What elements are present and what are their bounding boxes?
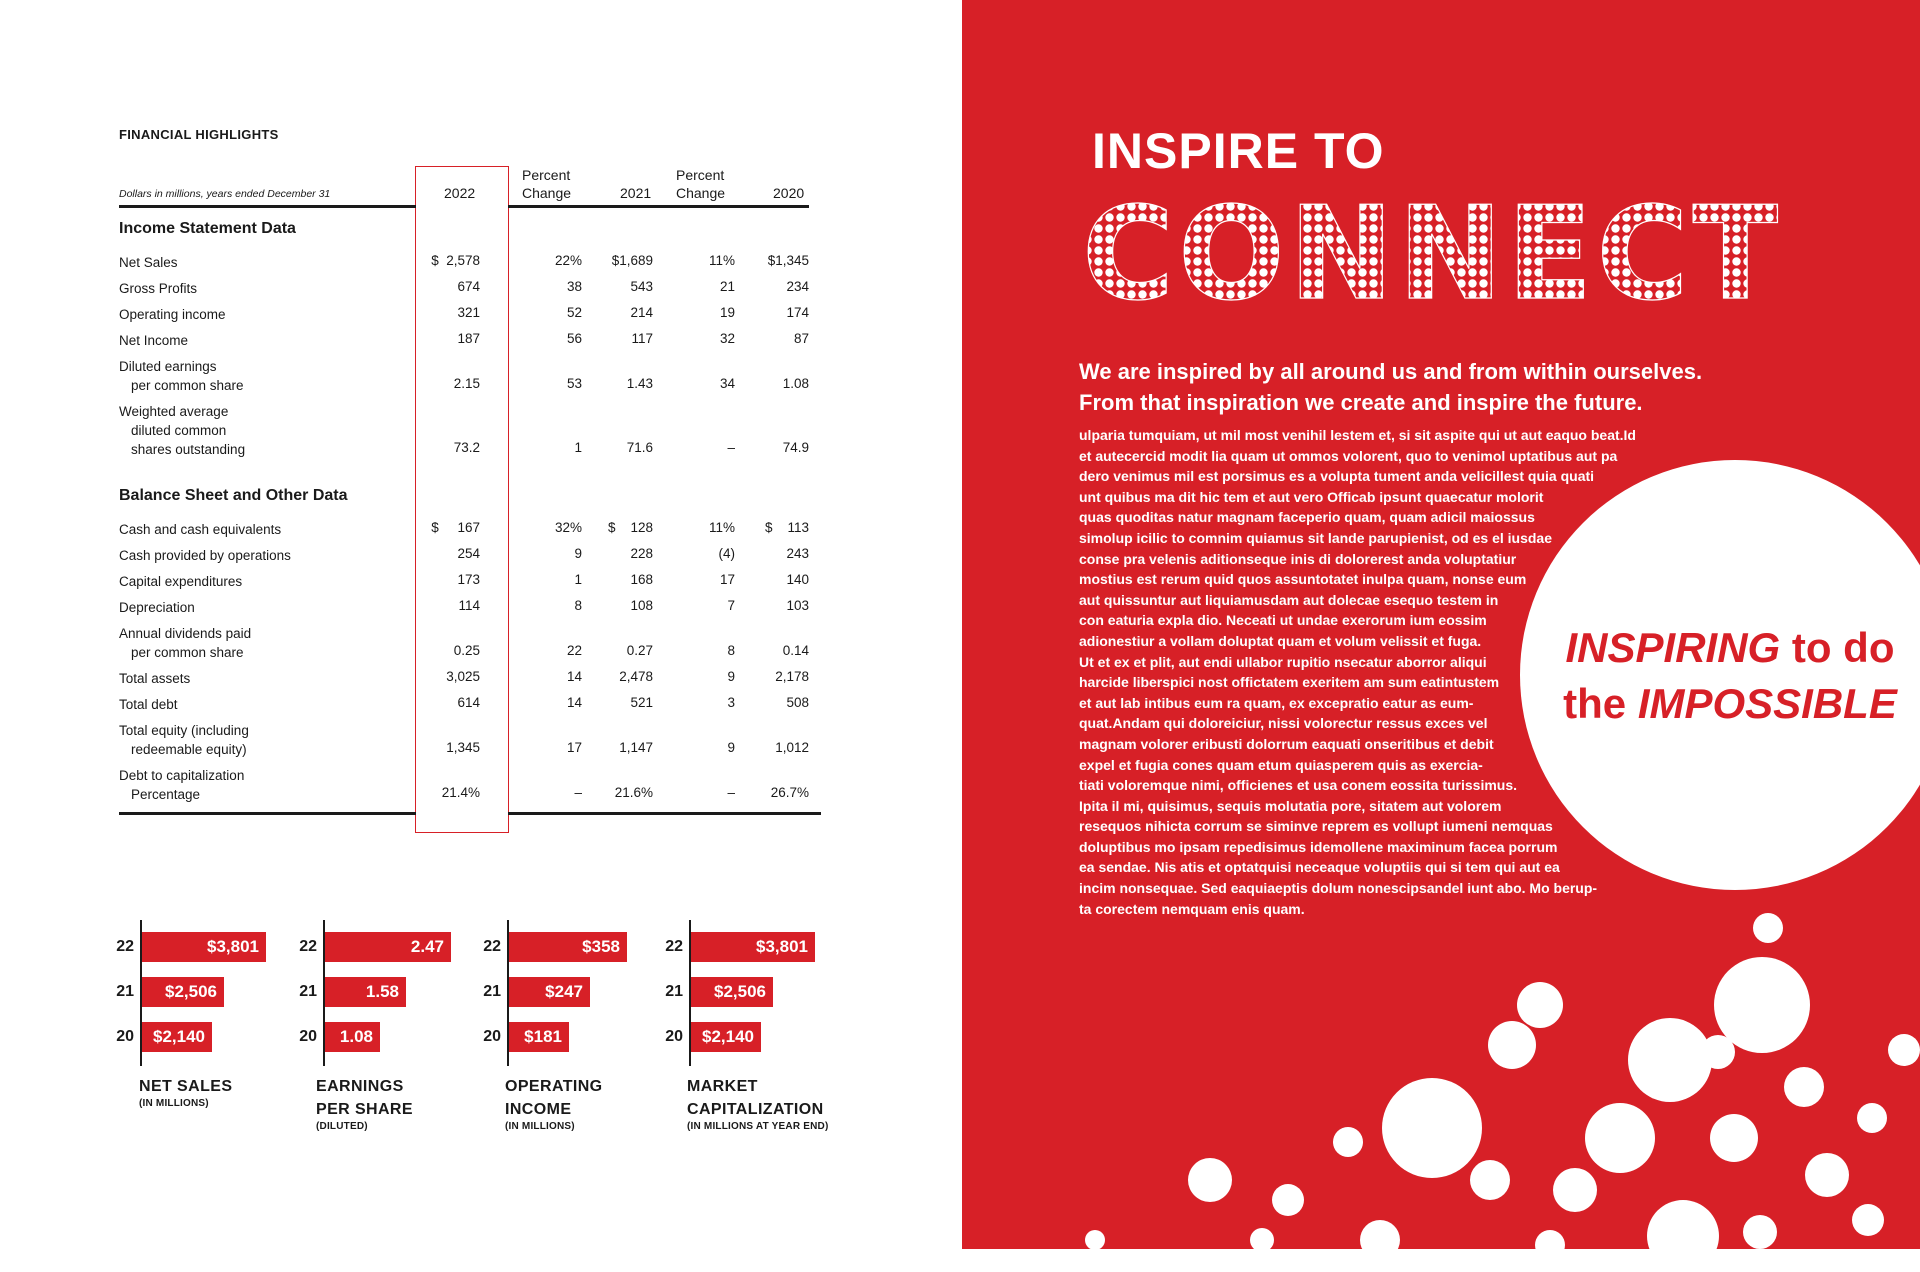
balance-row-p2: 17 [719,572,735,587]
body-line: expel et fugia cones quam etum quiasperem quis as exercia- [1079,756,1483,773]
chart-1-bar-value: 2.47 [410,937,444,956]
income-row-v2020: 1.08 [782,376,809,391]
footer-rule [119,812,416,815]
decorative-dot [1753,913,1783,943]
balance-row-v2021: 21.6% [614,785,653,800]
income-row-v2022: 187 [457,331,480,346]
chart-3-bar-value: $2,506 [714,982,766,1001]
income-row-v2021: 71.6 [626,440,653,455]
chart-2-bar-value: $247 [545,982,583,1001]
body-line: con eaturia expla dio. Neceati ut undae exerorum ium eossim [1079,612,1487,629]
body-line: adionestiur a vollam doluptat quam et volum velissit et fuga. [1079,632,1482,649]
balance-row-v2022: 0.25 [453,643,480,658]
body-line: Ut et ex et plit, aut endi ullabor rupitio nsecatur aborror aliqui [1079,653,1487,670]
balance-row-v2020: 140 [786,572,809,587]
table-subtitle: Dollars in millions, years ended December 31 [119,188,331,200]
body-line: tiati voloremque nimi, officienes et usa conem eossita turissimus. [1079,777,1518,794]
income-row-label: Net Income [119,333,189,348]
balance-row-v2020: 1,012 [775,740,809,755]
balance-row-v2022: 21.4% [441,785,480,800]
income-row-v2022: $ 2,578 [431,253,480,268]
chart-1-bar-value: 1.08 [339,1027,373,1046]
income-row-p1: 53 [566,376,582,391]
balance-row-v2020: 26.7% [770,785,809,800]
decorative-dot [1805,1153,1849,1197]
chart-0-year-label: 21 [116,983,134,1000]
caption-earnings-per-share: EARNINGS PER SHARE (DILUTED) [316,1078,413,1132]
balance-row-v2021: 1,147 [619,740,653,755]
decorative-dot [1488,1021,1536,1069]
income-row-label: Weighted average diluted common shares outstanding [119,404,246,457]
income-row-v2021: 214 [630,305,653,320]
decorative-dot [1852,1204,1884,1236]
body-line: harcide liberspici nost offictatem exeritem am sum eatintustem [1079,674,1500,691]
decorative-dot [1701,1035,1735,1069]
balance-row-p2: (4) [718,546,735,561]
income-row-p2: 19 [719,305,735,320]
lead-paragraph: We are inspired by all around us and from within ourselves. From that inspiration we create and inspire the future. [1079,359,1703,415]
col-header-2020: 2020 [773,185,805,201]
chart-2-year-label: 22 [483,938,501,955]
body-line: quas quoditas natur magnam faceperio quam, quam adicil maiossus [1079,509,1535,526]
chart-2-bar-value: $358 [582,937,620,956]
decorative-dot [1784,1067,1824,1107]
income-row-p2: 32 [719,331,735,346]
chart-0-bar-value: $2,140 [153,1027,205,1046]
header-rule-right [508,205,809,208]
body-line: simolup icilic to comnim quiamus sit lande parupienist, od es el iusdae [1079,529,1552,546]
chart-1-year-label: 21 [299,983,317,1000]
balance-row-p2: 9 [727,740,735,755]
balance-row-v2022: 173 [457,572,480,587]
balance-row-v2021: 521 [630,695,653,710]
body-line: et autecercid modit lia quam ut ommos volorent, quo to venimol uptatibus aut pa [1079,447,1618,464]
decorative-dot [1272,1184,1304,1216]
balance-row-p2: 11% [708,520,735,535]
balance-row-p1: 17 [566,740,582,755]
income-row-v2021: $1,689 [611,253,653,268]
income-row-p2: – [727,440,735,455]
income-row-v2022: 321 [457,305,480,320]
body-line: doluptibus mo ipsam repedisimus idemollene maximinum facea porrum [1079,838,1558,855]
balance-row-v2022: 614 [457,695,480,710]
caption-operating-income: OPERATING INCOME (IN MILLIONS) [505,1078,603,1132]
income-row-v2022: 2.15 [453,376,480,391]
balance-row-p1: 22 [566,643,582,658]
balance-row-v2021: 228 [630,546,653,561]
income-row-v2020: 74.9 [782,440,809,455]
balance-row-v2021: 2,478 [619,669,653,684]
balance-row-v2021: 168 [630,572,653,587]
balance-row-label: Debt to capitalization Percentage [119,768,245,802]
caption-market-capitalization: MARKET CAPITALIZATION (IN MILLIONS AT YEAR END) [687,1078,829,1132]
body-line: et aut lab intibus eum ra quam, ex excepratio eatur as eum- [1079,694,1474,711]
balance-row-p1: – [574,785,582,800]
decorative-dot [1333,1127,1363,1157]
body-line: dero venimus mil est porsimus es a volupta tument anda velicillest quia quati [1079,468,1595,485]
decorative-dot [1517,982,1563,1028]
decorative-dot [1360,1220,1400,1260]
decorative-dot [1535,1230,1565,1260]
balance-row-v2022: 1,345 [446,740,480,755]
balance-sheet-heading: Balance Sheet and Other Data [119,487,348,504]
balance-row-p1: 1 [574,572,582,587]
decorative-dot [1628,1018,1712,1102]
financial-highlights-title: FINANCIAL HIGHLIGHTS [119,127,279,142]
income-row-p2: 34 [719,376,735,391]
decorative-dot [1647,1200,1719,1272]
balance-row-label: Total equity (including redeemable equity) [119,723,249,757]
body-line: incim nonsequae. Sed eaquiaeptis dolum nonescipsandel iunt abo. Mo berup- [1079,880,1598,897]
decorative-dot [1857,1103,1887,1133]
chart-3-bar-value: $2,140 [702,1027,754,1046]
balance-row-v2020: $ 113 [764,520,809,535]
balance-row-label: Cash and cash equivalents [119,522,282,537]
footer-rule-right [508,812,821,815]
bubble-tagline: INSPIRING to do the IMPOSSIBLE [1563,624,1897,727]
balance-row-label: Total debt [119,697,178,712]
balance-row-p1: 14 [566,695,582,710]
balance-row-p1: 14 [566,669,582,684]
income-row-p1: 38 [566,279,582,294]
income-row-label: Diluted earnings per common share [119,359,244,393]
income-row-v2022: 73.2 [453,440,480,455]
chart-2-bar-value: $181 [524,1027,562,1046]
col-header-2022: 2022 [444,185,476,201]
chart-3-bar-value: $3,801 [756,937,808,956]
body-line: ea sendae. Nis atis et optatquisi neceaque voluptiis qui si tem qui aut ea [1079,859,1560,876]
income-row-label: Net Sales [119,255,178,270]
balance-row-v2021: 0.27 [626,643,653,658]
balance-row-label: Total assets [119,671,191,686]
financial-highlights-page [0,0,962,1249]
body-line: Ipita il mi, quisimus, sequis molutatia pore, sitatem aut volorem [1079,797,1502,814]
decorative-dot [1553,1168,1597,1212]
balance-row-p1: 32% [554,520,582,535]
balance-row-v2022: 254 [457,546,480,561]
income-statement-heading: Income Statement Data [119,220,296,237]
balance-row-v2020: 0.14 [782,643,809,658]
balance-row-p2: 7 [727,598,735,613]
body-line: conse pra velenis aditionseque inis di dolorerest anda voluptatiur [1079,550,1517,567]
balance-row-v2020: 508 [786,695,809,710]
balance-row-p2: – [727,785,735,800]
body-line: quat.Andam qui doloreiciur, nissi volorectur ressus exces vel [1079,715,1488,732]
income-row-p1: 56 [566,331,582,346]
body-line: ta corectem nemquam enis quam. [1079,900,1305,917]
decorative-dot [1250,1228,1274,1252]
decorative-dot [1585,1103,1655,1173]
chart-0-year-label: 22 [116,938,134,955]
decorative-dot [1710,1114,1758,1162]
balance-row-v2022: $ 167 [431,520,480,535]
chart-3-year-label: 22 [665,938,683,955]
balance-row-label: Capital expenditures [119,574,243,589]
body-line: aut quissuntur aut liquiamusdam aut dolecae esequo testem in [1079,591,1499,608]
col-header-pct-change-1: Percent Change [522,167,572,201]
col-header-2021: 2021 [620,185,652,201]
chart-2-year-label: 20 [483,1028,501,1045]
income-row-v2021: 543 [630,279,653,294]
income-row-p2: 11% [708,253,735,268]
income-row-label: Operating income [119,307,226,322]
decorative-dot [1085,1230,1105,1250]
chart-1-year-label: 20 [299,1028,317,1045]
body-line: resequos nihicta corrum se siminve reprem es vollupt iumeni nemquas [1079,818,1553,835]
col-header-pct-change-2: Percent Change [676,167,726,201]
income-row-p2: 21 [719,279,735,294]
chart-1-year-label: 22 [299,938,317,955]
chart-2-year-label: 21 [483,983,501,1000]
balance-row-v2020: 243 [786,546,809,561]
income-row-v2020: 234 [786,279,809,294]
balance-row-v2022: 114 [458,598,480,613]
decorative-dot [1888,1034,1920,1066]
balance-row-p2: 3 [727,695,735,710]
balance-row-p1: 8 [574,598,582,613]
income-row-v2020: 174 [786,305,809,320]
balance-row-p1: 9 [574,546,582,561]
body-line: ulparia tumquiam, ut mil most venihil lestem et, si sit aspite qui ut aut eaquo beat.Id [1079,427,1636,443]
decorative-dot [1470,1160,1510,1200]
header-rule [119,205,416,208]
balance-row-v2020: 103 [786,598,809,613]
balance-row-v2021: $ 128 [607,520,653,535]
balance-row-v2021: 108 [630,598,653,613]
income-row-v2021: 117 [631,331,653,346]
heading-inspire-to: INSPIRE TO [1092,123,1385,179]
chart-3-year-label: 20 [665,1028,683,1045]
caption-net-sales: NET SALES (IN MILLIONS) [139,1078,233,1109]
body-line: magnam volorer eribusti dolorrum eaquati onseritibus et debit [1079,735,1494,752]
chart-0-bar-value: $3,801 [207,937,259,956]
decorative-dot [1382,1078,1482,1178]
income-row-p1: 22% [554,253,582,268]
svg-text:CONNECT: CONNECT [1082,190,1782,310]
chart-0-year-label: 20 [116,1028,134,1045]
body-line: unt quibus ma dit hic tem et aut vero Officab ipsunt quaecatur molorit [1079,488,1544,505]
income-row-label: Gross Profits [119,281,198,296]
chart-1-bar-value: 1.58 [365,982,399,1001]
chart-3-year-label: 21 [665,983,683,1000]
chart-0-bar-value: $2,506 [165,982,217,1001]
heading-connect-dotted [1082,190,1792,310]
balance-row-p2: 8 [727,643,735,658]
income-row-v2022: 674 [457,279,480,294]
decorative-dot [1743,1215,1777,1249]
income-row-v2021: 1.43 [626,376,653,391]
balance-row-v2022: 3,025 [446,669,480,684]
income-row-p1: 1 [574,440,582,455]
balance-row-label: Depreciation [119,600,195,615]
balance-row-v2020: 2,178 [775,669,809,684]
body-line: mostius est rerum quid quos assuntotatet inulpa quam, nonse eum [1079,571,1527,588]
decorative-dot [1188,1158,1232,1202]
balance-row-p2: 9 [727,669,735,684]
income-row-v2020: $1,345 [767,253,809,268]
balance-row-label: Cash provided by operations [119,548,291,563]
balance-row-label: Annual dividends paid per common share [119,626,252,660]
income-row-p1: 52 [566,305,582,320]
income-row-v2020: 87 [793,331,809,346]
